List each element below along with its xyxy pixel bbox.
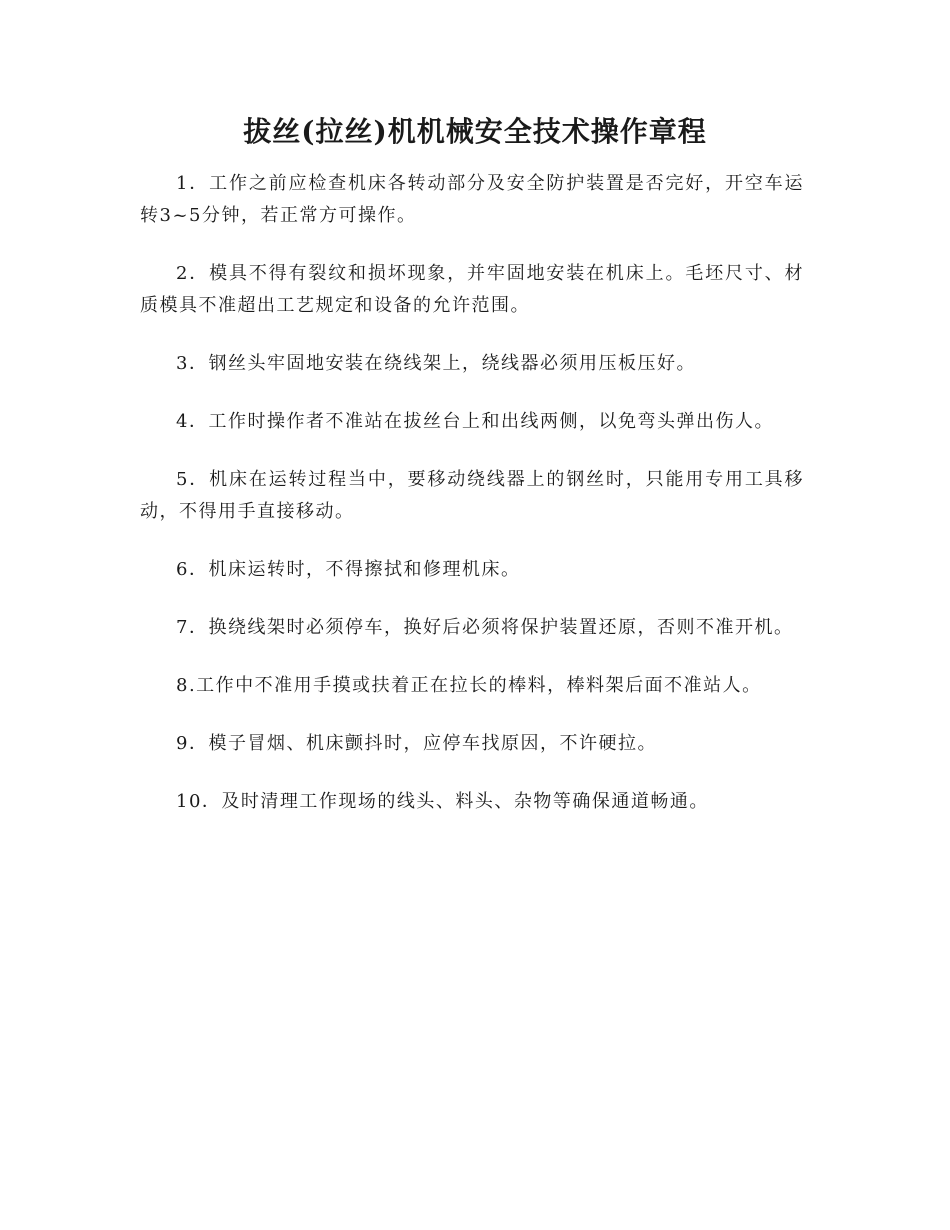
rule-item-1: 1．工作之前应检查机床各转动部分及安全防护装置是否完好，开空车运转3~5分钟，若正常方可操作。	[140, 173, 804, 226]
rule-item-7: 7．换绕线架时必须停车，换好后必须将保护装置还原，否则不准开机。	[176, 617, 794, 638]
rule-item-4: 4．工作时操作者不准站在拔丝台上和出线两侧，以免弯头弹出伤人。	[176, 411, 774, 432]
rule-item-6: 6．机床运转时，不得擦拭和修理机床。	[176, 559, 521, 580]
rule-item-3: 3．钢丝头牢固地安装在绕线架上，绕线器必须用压板压好。	[176, 353, 696, 374]
document-title: 拔丝(拉丝)机机械安全技术操作章程	[243, 115, 707, 148]
rules-list	[140, 168, 804, 844]
rule-item-2: 2．模具不得有裂纹和损坏现象，并牢固地安装在机床上。毛坯尺寸、材质模具不准超出工艺规定和设备的允许范围。	[140, 263, 804, 316]
rule-item-8: 8.工作中不准用手摸或扶着正在拉长的棒料，棒料架后面不准站人。	[176, 675, 762, 696]
rule-item-5: 5．机床在运转过程当中，要移动绕线器上的钢丝时，只能用专用工具移动，不得用手直接移动。	[140, 469, 804, 522]
rule-item-10: 10．及时清理工作现场的线头、料头、杂物等确保通道畅通。	[176, 791, 709, 812]
rule-item-9: 9．模子冒烟、机床颤抖时，应停车找原因，不许硬拉。	[176, 733, 657, 754]
